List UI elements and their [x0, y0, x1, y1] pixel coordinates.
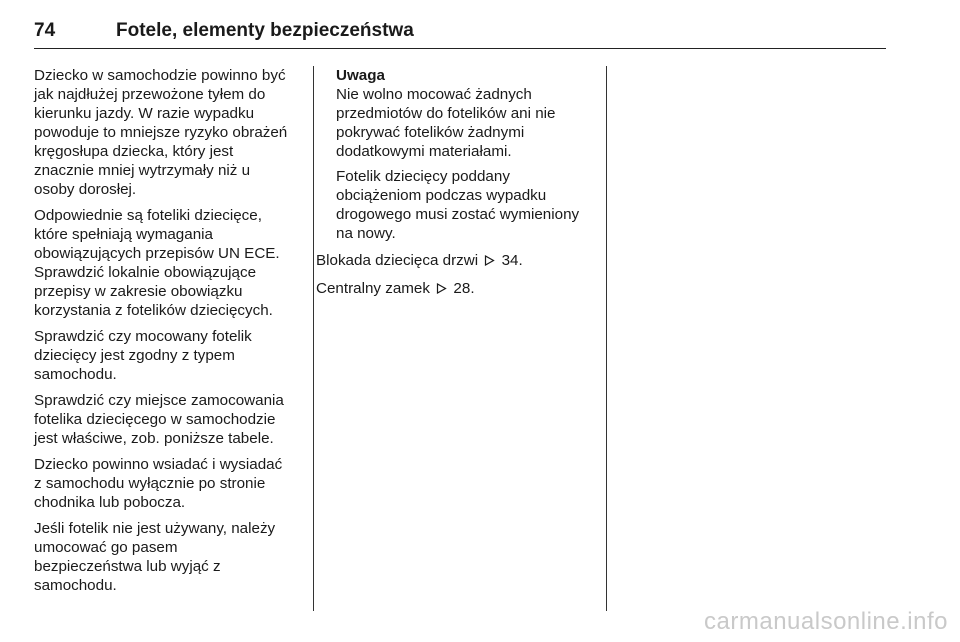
- note-paragraph: Nie wolno mocować żadnych przedmiotów do fotelików ani nie pokrywać fotelików żadnymi dodatkowymi materiałami.: [336, 86, 556, 160]
- reference-page: 34.: [501, 252, 523, 269]
- page-number: 74: [34, 20, 56, 41]
- triangle-arrow-right-icon: [436, 283, 447, 294]
- page-header: [34, 20, 886, 50]
- paragraph: Dziecko powinno wsiadać i wysiadać z samochodu wyłącznie po stronie chodnika lub pobocza.: [34, 456, 283, 511]
- reference-page: 28.: [453, 280, 475, 297]
- paragraph: Odpowiednie są foteliki dziecięce, które spełniają wymagania obowiązujących przepisów UN ECE. Sprawdzić lokalnie obowiązujące przepisy w zakresie obowiązku korzystania z fotelików dziecięcych.: [34, 207, 280, 319]
- paragraph: Dziecko w samochodzie powinno być jak najdłużej przewożone tyłem do kierunku jazdy. W razie wypadku powoduje to mniejsze ryzyko obrażeń kręgosłupa dziecka, który jest znacznie mniej wytrzymały niż u osoby dorosłej.: [34, 67, 288, 198]
- triangle-arrow-right-icon: [484, 255, 495, 266]
- page-reference[interactable]: [316, 251, 600, 270]
- left-column: [34, 66, 304, 602]
- watermark: carmanualsonline.info: [704, 608, 948, 635]
- reference-text: Centralny zamek: [316, 280, 430, 297]
- warning-note: [316, 66, 600, 243]
- paragraph: Sprawdzić czy mocowany fotelik dziecięcy jest zgodny z typem samochodu.: [34, 328, 252, 383]
- note-paragraph: Fotelik dziecięcy poddany obciążeniom podczas wypadku drogowego musi zostać wymieniony na nowy.: [336, 168, 580, 242]
- reference-text: Blokada dziecięca drzwi: [316, 252, 479, 269]
- page-reference[interactable]: [316, 279, 600, 298]
- paragraph: Sprawdzić czy miejsce zamocowania fotelika dziecięcego w samochodzie jest właściwe, zob. poniższe tabele.: [34, 392, 284, 447]
- column-divider: [313, 66, 314, 611]
- column-divider: [606, 66, 607, 611]
- note-title: Uwaga: [336, 67, 385, 84]
- header-rule: [34, 48, 886, 49]
- chapter-title: Fotele, elementy bezpieczeństwa: [116, 20, 414, 41]
- middle-column: [316, 66, 600, 307]
- paragraph: Jeśli fotelik nie jest używany, należy umocować go pasem bezpieczeństwa lub wyjąć z samochodu.: [34, 520, 276, 594]
